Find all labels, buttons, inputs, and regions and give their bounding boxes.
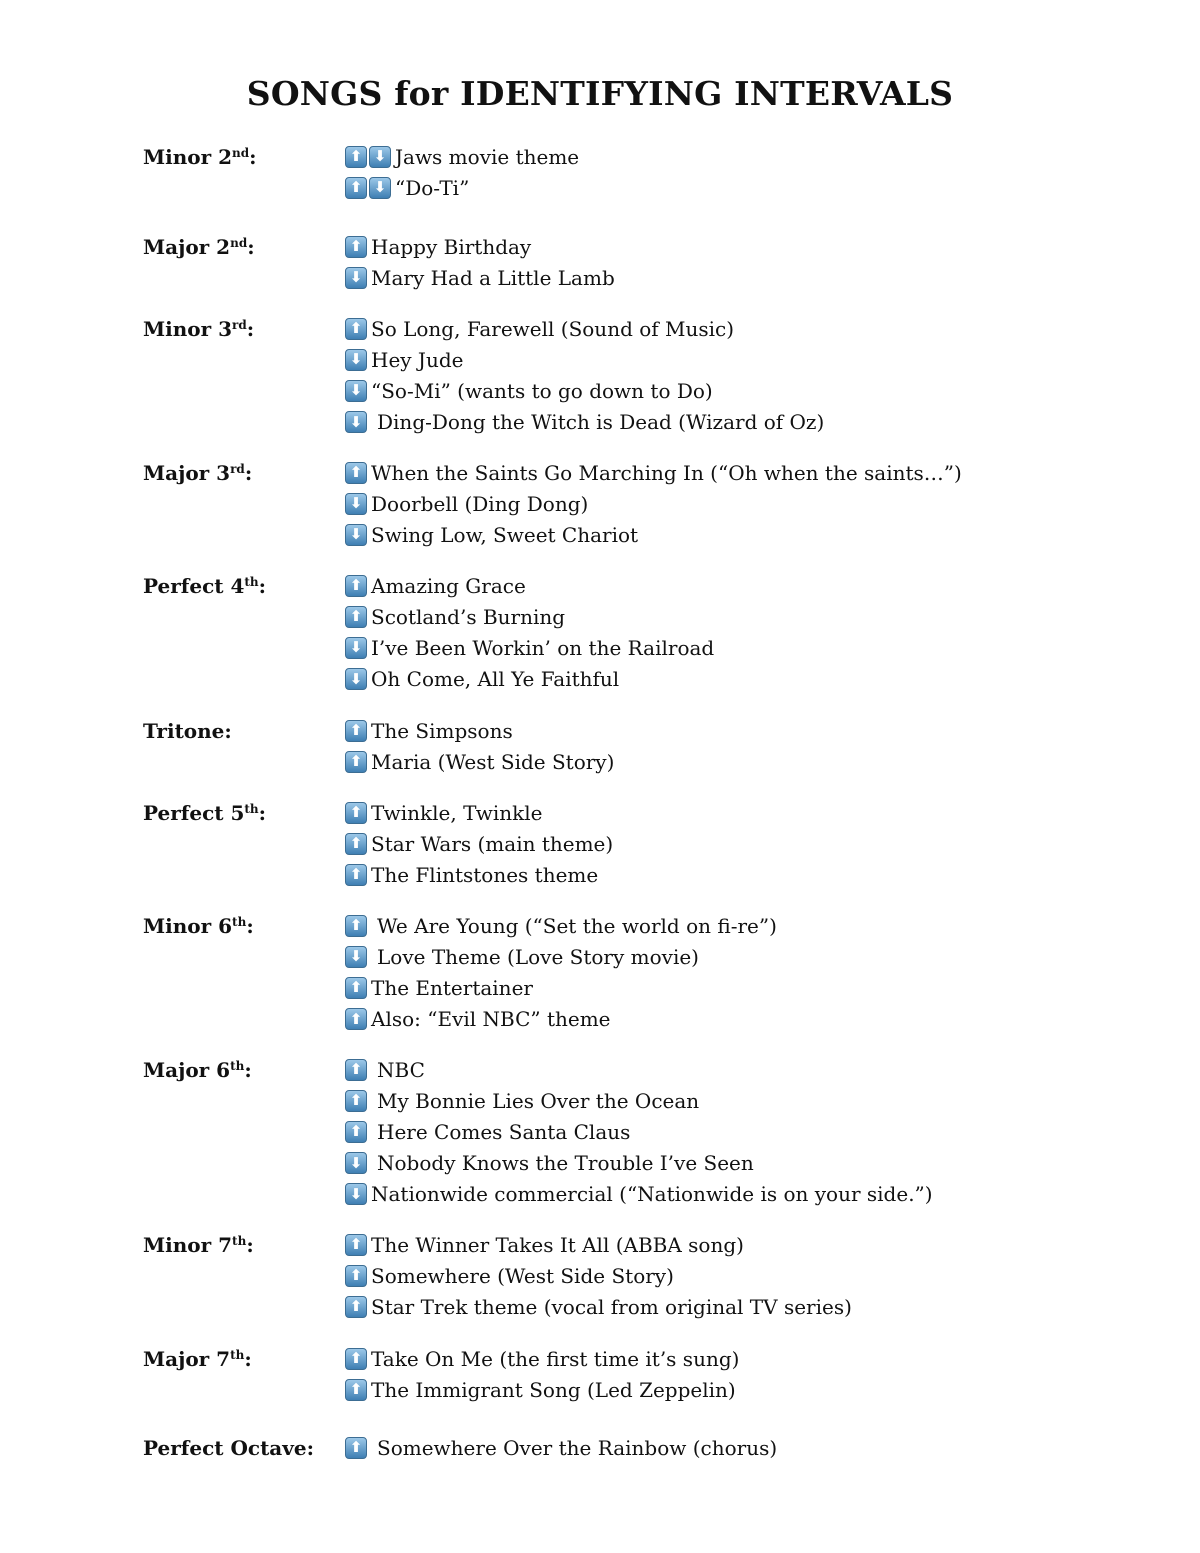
arrow-up-icon: ⬆ [345, 146, 367, 168]
arrow-up-icon: ⬆ [345, 1059, 367, 1081]
direction-icons [345, 864, 367, 886]
arrow-up-icon: ⬆ [345, 1234, 367, 1256]
song-item [345, 1054, 425, 1085]
song-item [345, 407, 824, 438]
song-item [345, 1343, 739, 1374]
arrow-down-icon: ⬇ [345, 411, 367, 433]
interval-label [143, 1058, 252, 1082]
arrow-up-icon: ⬆ [345, 1121, 367, 1143]
song-title: We Are Young (“Set the world on fi-re”) [377, 913, 777, 938]
direction-icons [345, 1348, 367, 1370]
song-title: Hey Jude [371, 347, 464, 372]
direction-icons [345, 637, 367, 659]
song-title: The Immigrant Song (Led Zeppelin) [371, 1377, 736, 1402]
arrow-up-icon: ⬆ [345, 833, 367, 855]
direction-icons [345, 977, 367, 999]
song-title: The Winner Takes It All (ABBA song) [371, 1232, 744, 1257]
song-title: Swing Low, Sweet Chariot [371, 522, 639, 547]
interval-name: Minor 3 [143, 317, 233, 341]
interval-suffix: th [244, 802, 259, 816]
interval-label [143, 801, 266, 825]
arrow-up-icon: ⬆ [345, 1008, 367, 1030]
song-item [345, 746, 614, 777]
song-title: Jaws movie theme [395, 144, 580, 169]
song-item [345, 828, 613, 859]
song-title: The Flintstones theme [371, 862, 599, 887]
song-title: Happy Birthday [371, 234, 532, 259]
direction-icons [345, 524, 367, 546]
interval-name: Major 7 [143, 1347, 231, 1371]
interval-name: Perfect 4 [143, 574, 245, 598]
song-item [345, 1229, 744, 1260]
song-title: Maria (West Side Story) [371, 749, 615, 774]
interval-name: Tritone [143, 719, 225, 743]
direction-icons [345, 236, 367, 258]
interval-suffix: th [232, 1234, 247, 1248]
song-item [345, 941, 699, 972]
song-item [345, 231, 531, 262]
direction-icons [345, 802, 367, 824]
arrow-up-icon: ⬆ [345, 720, 367, 742]
song-item [345, 262, 615, 293]
direction-icons [345, 1265, 367, 1287]
song-item [345, 664, 619, 695]
direction-icons [345, 668, 367, 690]
song-item [345, 172, 469, 203]
direction-icons [345, 1183, 367, 1205]
song-title: Somewhere Over the Rainbow (chorus) [377, 1435, 778, 1460]
song-item [345, 1179, 933, 1210]
direction-icons [345, 146, 391, 168]
arrow-down-icon: ⬇ [345, 668, 367, 690]
interval-name: Major 3 [143, 461, 231, 485]
song-item [345, 488, 588, 519]
interval-suffix: th [244, 575, 259, 589]
direction-icons [345, 493, 367, 515]
interval-colon: : [246, 317, 255, 341]
arrow-down-icon: ⬇ [345, 267, 367, 289]
song-title: Nationwide commercial (“Nationwide is on your side.”) [371, 1182, 933, 1207]
song-title: When the Saints Go Marching In (“Oh when the saints…”) [371, 460, 962, 485]
interval-label [143, 574, 266, 598]
song-item [345, 344, 463, 375]
song-title: “So-Mi” (wants to go down to Do) [371, 378, 713, 403]
direction-icons [345, 833, 367, 855]
song-item [345, 313, 734, 344]
song-title: Star Wars (main theme) [371, 831, 614, 856]
arrow-down-icon: ⬇ [345, 380, 367, 402]
arrow-down-icon: ⬇ [369, 177, 391, 199]
interval-label [143, 461, 252, 485]
direction-icons [345, 177, 391, 199]
arrow-up-icon: ⬆ [345, 1437, 367, 1459]
song-item [345, 1004, 611, 1035]
song-title: “Do-Ti” [395, 175, 470, 200]
arrow-down-icon: ⬇ [345, 524, 367, 546]
arrow-up-icon: ⬆ [345, 1265, 367, 1287]
interval-colon: : [244, 1347, 252, 1371]
direction-icons [345, 915, 367, 937]
direction-icons [345, 1008, 367, 1030]
interval-label [143, 317, 254, 341]
interval-label [143, 235, 255, 259]
arrow-up-icon: ⬆ [345, 606, 367, 628]
song-item [345, 375, 713, 406]
arrow-down-icon: ⬇ [345, 946, 367, 968]
song-item [345, 797, 542, 828]
arrow-down-icon: ⬇ [345, 493, 367, 515]
direction-icons [345, 1379, 367, 1401]
direction-icons [345, 606, 367, 628]
direction-icons [345, 1121, 367, 1143]
arrow-down-icon: ⬇ [369, 146, 391, 168]
song-item [345, 141, 579, 172]
interval-colon: : [249, 145, 257, 169]
arrow-up-icon: ⬆ [345, 318, 367, 340]
song-item [345, 910, 777, 941]
song-title: Twinkle, Twinkle [371, 800, 543, 825]
arrow-up-icon: ⬆ [345, 864, 367, 886]
song-item [345, 1374, 736, 1405]
direction-icons [345, 267, 367, 289]
direction-icons [345, 380, 367, 402]
arrow-up-icon: ⬆ [345, 915, 367, 937]
interval-colon: : [258, 574, 267, 598]
page-title: SONGS for IDENTIFYING INTERVALS [246, 74, 954, 113]
song-item [345, 859, 598, 890]
arrow-down-icon: ⬇ [345, 1152, 367, 1174]
interval-suffix: rd [230, 462, 245, 476]
song-item [345, 1116, 630, 1147]
song-title: I’ve Been Workin’ on the Railroad [371, 635, 715, 660]
interval-colon: : [244, 461, 253, 485]
song-item [345, 570, 526, 601]
song-title: Ding-Dong the Witch is Dead (Wizard of Oz) [377, 410, 825, 435]
interval-suffix: nd [232, 146, 250, 160]
arrow-up-icon: ⬆ [345, 1296, 367, 1318]
song-item [345, 519, 638, 550]
song-item [345, 715, 513, 746]
direction-icons [345, 1059, 367, 1081]
song-title: The Entertainer [371, 975, 533, 1000]
interval-suffix: rd [232, 318, 247, 332]
arrow-down-icon: ⬇ [345, 349, 367, 371]
direction-icons [345, 318, 367, 340]
song-title: Also: “Evil NBC” theme [371, 1007, 611, 1032]
song-item [345, 1260, 674, 1291]
song-item [345, 1432, 777, 1463]
song-title: Nobody Knows the Trouble I’ve Seen [377, 1151, 754, 1176]
song-title: NBC [377, 1057, 425, 1082]
song-item [345, 1085, 699, 1116]
direction-icons [345, 1234, 367, 1256]
interval-colon: : [258, 801, 267, 825]
direction-icons [345, 462, 367, 484]
interval-colon: : [306, 1436, 315, 1460]
song-title: Somewhere (West Side Story) [371, 1263, 674, 1288]
interval-suffix: th [230, 1348, 245, 1362]
song-item [345, 457, 962, 488]
arrow-down-icon: ⬇ [345, 1183, 367, 1205]
interval-name: Minor 6 [143, 914, 233, 938]
direction-icons [345, 720, 367, 742]
song-title: Scotland’s Burning [371, 604, 566, 629]
arrow-up-icon: ⬆ [345, 1348, 367, 1370]
interval-colon: : [246, 914, 254, 938]
direction-icons [345, 411, 367, 433]
interval-name: Minor 7 [143, 1233, 233, 1257]
interval-colon: : [244, 1058, 252, 1082]
interval-name: Major 6 [143, 1058, 231, 1082]
song-title: The Simpsons [371, 718, 513, 743]
song-title: Take On Me (the first time it’s sung) [371, 1346, 740, 1371]
song-item [345, 601, 565, 632]
interval-suffix: th [232, 915, 247, 929]
interval-suffix: th [230, 1059, 245, 1073]
song-title: Love Theme (Love Story movie) [377, 944, 699, 969]
arrow-up-icon: ⬆ [345, 575, 367, 597]
direction-icons [345, 1152, 367, 1174]
interval-label [143, 145, 257, 169]
song-item [345, 632, 714, 663]
direction-icons [345, 751, 367, 773]
interval-suffix: nd [230, 236, 248, 250]
song-title: Mary Had a Little Lamb [371, 265, 615, 290]
interval-colon: : [224, 719, 232, 743]
interval-label [143, 914, 254, 938]
interval-colon: : [247, 235, 255, 259]
interval-name: Perfect Octave [143, 1436, 307, 1460]
interval-colon: : [246, 1233, 254, 1257]
direction-icons [345, 946, 367, 968]
interval-name: Perfect 5 [143, 801, 245, 825]
song-title: Star Trek theme (vocal from original TV series) [371, 1294, 852, 1319]
direction-icons [345, 349, 367, 371]
song-title: Oh Come, All Ye Faithful [371, 667, 620, 692]
arrow-up-icon: ⬆ [345, 802, 367, 824]
direction-icons [345, 1296, 367, 1318]
arrow-up-icon: ⬆ [345, 462, 367, 484]
arrow-up-icon: ⬆ [345, 751, 367, 773]
song-title: Here Comes Santa Claus [377, 1119, 631, 1144]
arrow-up-icon: ⬆ [345, 977, 367, 999]
song-title: So Long, Farewell (Sound of Music) [371, 316, 735, 341]
interval-label [143, 1347, 252, 1371]
song-title: My Bonnie Lies Over the Ocean [377, 1088, 700, 1113]
interval-name: Major 2 [143, 235, 231, 259]
song-item [345, 1291, 852, 1322]
arrow-up-icon: ⬆ [345, 1090, 367, 1112]
arrow-down-icon: ⬇ [345, 637, 367, 659]
song-title: Amazing Grace [371, 573, 526, 598]
direction-icons [345, 1437, 367, 1459]
song-title: Doorbell (Ding Dong) [371, 491, 589, 516]
song-item [345, 972, 533, 1003]
song-item [345, 1148, 754, 1179]
interval-name: Minor 2 [143, 145, 233, 169]
interval-label [143, 719, 232, 743]
direction-icons [345, 575, 367, 597]
arrow-up-icon: ⬆ [345, 177, 367, 199]
arrow-up-icon: ⬆ [345, 236, 367, 258]
arrow-up-icon: ⬆ [345, 1379, 367, 1401]
interval-label [143, 1233, 254, 1257]
interval-label [143, 1436, 314, 1460]
direction-icons [345, 1090, 367, 1112]
